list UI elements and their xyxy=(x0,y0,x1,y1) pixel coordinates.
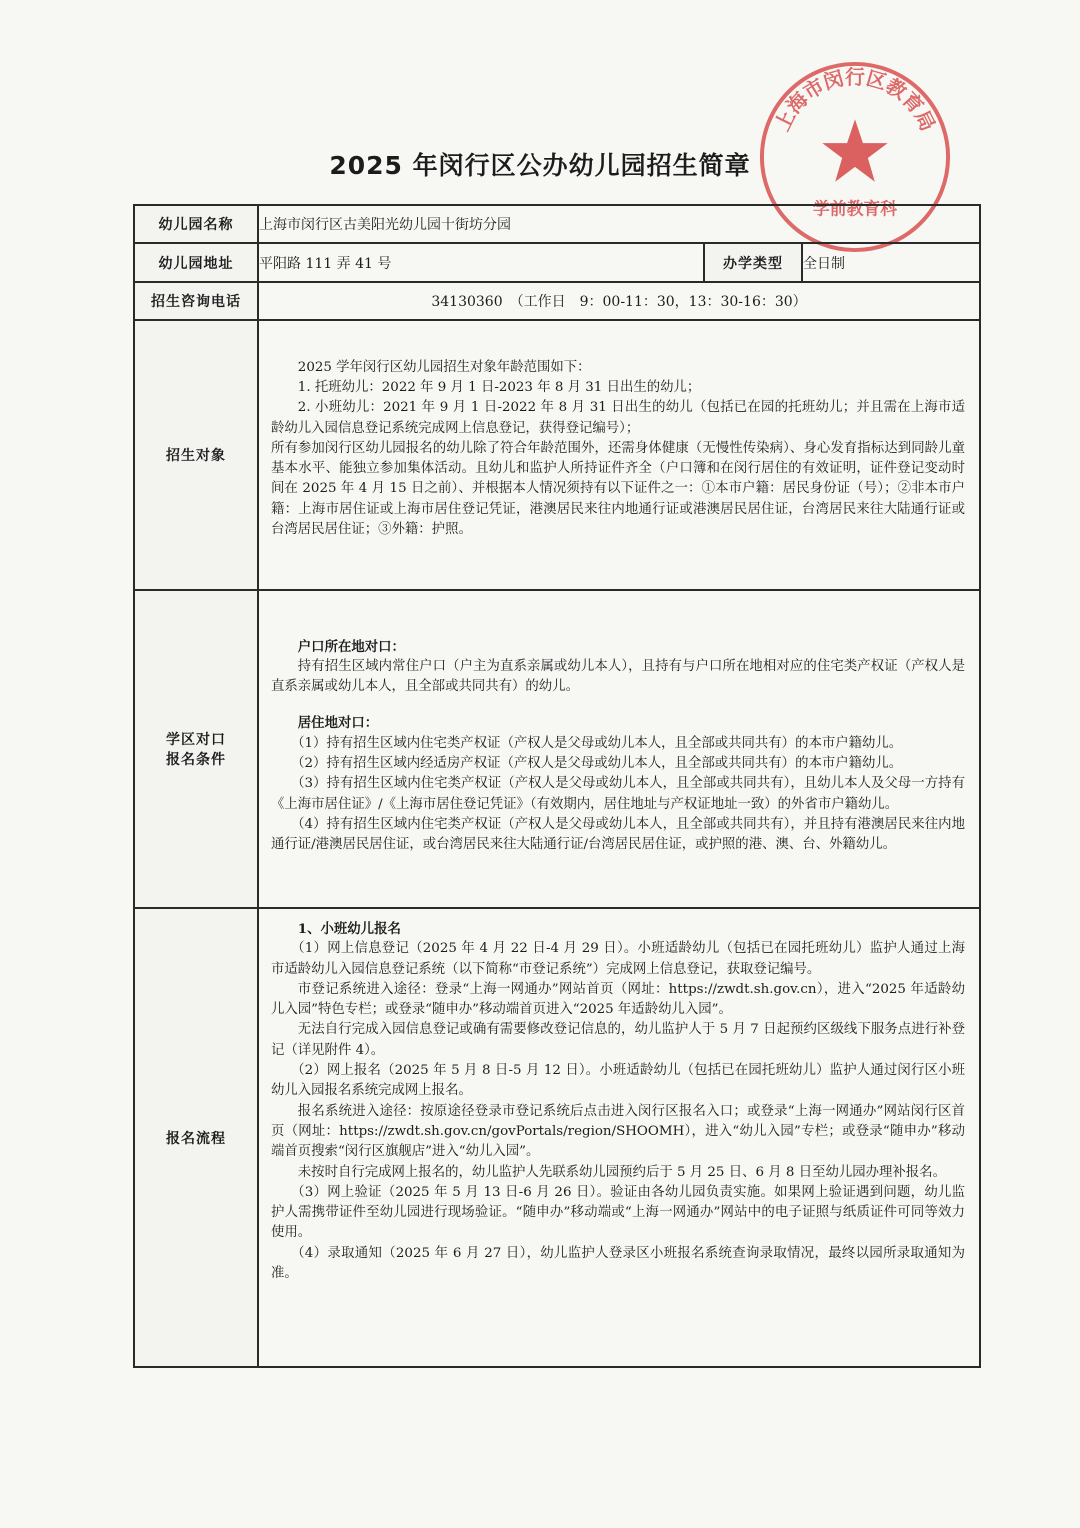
district-label-line2: 报名条件 xyxy=(166,752,226,768)
process-paragraph: （3）网上验证（2025 年 5 月 13 日-6 月 26 日）。验证由各幼儿园负责实施。如果网上验证遇到问题，幼儿监护人需携带证件至幼儿园进行现场验证。“随申办”移动端或“上海一网通办”网站中的电子证照与纸质证件可同等效力使用。 xyxy=(271,1184,966,1241)
target-line: 2025 学年闵行区幼儿园招生对象年龄范围如下： xyxy=(297,359,591,375)
school-type-value: 全日制 xyxy=(802,243,980,282)
district-label-line1: 学区对口 xyxy=(166,732,226,748)
seal-text: 上海市闵行区教育局 xyxy=(770,65,940,135)
page-title: 2025 年闵行区公办幼儿园招生简章 xyxy=(329,151,751,180)
district-item: （1）持有招生区域内住宅类产权证（产权人是父母或幼儿本人，且全部或共同共有）的本市户籍幼儿。 xyxy=(291,735,903,751)
process-heading: 1、小班幼儿报名 xyxy=(297,921,401,937)
process-content xyxy=(258,908,980,1367)
district-heading-residence: 居住地对口： xyxy=(297,715,379,732)
target-line: 所有参加闵行区幼儿园报名的幼儿除了符合年龄范围外，还需身体健康（无慢性传染病）、身心发育指标达到同龄儿童基本水平、能独立参加集体活动。且幼儿和监护人所持证件齐全（户口簿和在闵行居住的有效证明，证件登记变动时间在 2025 年 4 月 15 日之前）、并根据本人情况须持有以下证件之一：①本市户籍：居民身份证（号）；②非本市户籍：上海市居住证或上海市居住登记凭证，港澳居民来往内地通行证或港澳居民居住证，台湾居民来往大陆通行证或台湾居民居住证；③外籍：护照。 xyxy=(271,440,966,538)
seal-subtext: 学前教育科 xyxy=(812,198,898,219)
phone-value: 34130360 （工作日 9：00-11：30，13：30-16：30） xyxy=(258,282,980,320)
district-item: （4）持有招生区域内住宅类产权证（产权人是父母或幼儿本人，且全部或共同共有），并且持有港澳居民来往内地通行证/港澳居民居住证，或台湾居民来往大陆通行证/台湾居民居住证，或护照的港、澳、台、外籍幼儿。 xyxy=(271,816,966,853)
district-paragraph: 持有招生区域内常住户口（户主为直系亲属或幼儿本人），且持有与户口所在地相对应的住宅类产权证（产权人是直系亲属或幼儿本人，且全部或共同共有）的幼儿。 xyxy=(271,658,966,695)
process-paragraph: （4）录取通知（2025 年 6 月 27 日），幼儿监护人登录区小班报名系统查询录取情况，最终以园所录取通知为准。 xyxy=(271,1245,966,1282)
district-heading-hukou: 户口所在地对口： xyxy=(297,638,405,655)
district-content xyxy=(258,590,980,908)
process-paragraph: 未按时自行完成网上报名的，幼儿监护人先联系幼儿园预约后于 5 月 25 日、6 月 8 日至幼儿园办理补报名。 xyxy=(297,1164,946,1180)
address-label: 幼儿园地址 xyxy=(134,243,258,282)
target-line: 1. 托班幼儿：2022 年 9 月 1 日-2023 年 8 月 31 日出生的幼儿； xyxy=(297,379,701,395)
phone-label: 招生咨询电话 xyxy=(134,282,258,320)
school-type-label: 办学类型 xyxy=(704,243,802,282)
process-paragraph: 无法自行完成入园信息登记或确有需要修改登记信息的，幼儿监护人于 5 月 7 日起预约区级线下服务点进行补登记（详见附件 4）。 xyxy=(271,1022,966,1058)
process-paragraph: 报名系统进入途径：按原途径登录市登记系统后点击进入闵行区报名入口；或登录“上海一网通办”网站闵行区首页（网址：https://zwdt.sh.gov.cn/govPortals/region/SHOOMH），进入“幼儿入园”专栏；或登录“随申办”移动端首页搜索“闵行区旗舰店”进入“幼儿入园”。 xyxy=(271,1103,966,1160)
process-label: 报名流程 xyxy=(134,908,258,1367)
district-item: （3）持有招生区域内住宅类产权证（产权人是父母或幼儿本人，且全部或共同共有），且幼儿本人及父母一方持有《上海市居住证》/《上海市居住登记凭证》（有效期内，居住地址与产权证地址一致）的外省市户籍幼儿。 xyxy=(271,776,966,812)
district-label xyxy=(134,590,258,908)
seal-star-icon xyxy=(822,119,887,181)
process-paragraph: （1）网上信息登记（2025 年 4 月 22 日-4 月 29 日）。小班适龄幼儿（包括已在园托班幼儿）监护人通过上海市适龄幼儿入园信息登记系统（以下简称“市登记系统”）完成网上信息登记，获取登记编号。 xyxy=(271,941,966,977)
district-item: （2）持有招生区域内经适房产权证（产权人是父母或幼儿本人，且全部或共同共有）的本市户籍幼儿。 xyxy=(291,756,903,771)
target-label: 招生对象 xyxy=(134,320,258,590)
address-value: 平阳路 111 弄 41 号 xyxy=(258,243,704,282)
target-line: 2. 小班幼儿：2021 年 9 月 1 日-2022 年 8 月 31 日出生的幼儿（包括已在园的托班幼儿；并且需在上海市适龄幼儿入园信息登记系统完成网上信息登记，获得登记编号）； xyxy=(271,400,966,436)
kindergarten-name-value: 上海市闵行区古美阳光幼儿园十街坊分园 xyxy=(258,205,980,243)
kindergarten-name-label: 幼儿园名称 xyxy=(134,205,258,243)
target-content xyxy=(258,320,980,590)
process-paragraph: 市登记系统进入途径：登录“上海一网通办”网站首页（网址：https://zwdt.sh.gov.cn），进入“2025 年适龄幼儿入园”特色专栏；或登录“随申办”移动端首页进入“2025 年适龄幼儿入园”。 xyxy=(271,981,966,1018)
process-paragraph: （2）网上报名（2025 年 5 月 8 日-5 月 12 日）。小班适龄幼儿（包括已在园托班幼儿）监护人通过闵行区小班幼儿入园报名系统完成网上报名。 xyxy=(271,1063,966,1099)
enrollment-table xyxy=(133,204,981,1368)
